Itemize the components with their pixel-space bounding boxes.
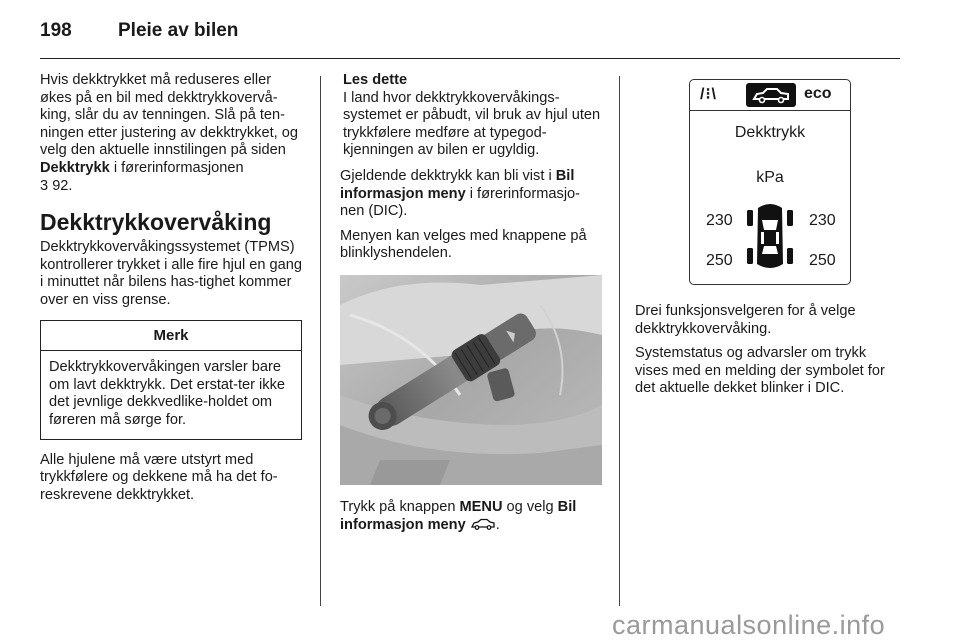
page-title: Pleie av bilen xyxy=(118,20,239,41)
caution-title: Les dette xyxy=(343,72,408,88)
note-title: Merk xyxy=(41,321,301,352)
dic-unit: kPa xyxy=(756,169,784,186)
dic-text-b: i førerinformasjo-nen (DIC). xyxy=(340,185,581,220)
wheels-paragraph: Alle hjulene må være utstyrt med trykkfølere og dekkene må ha det fo-reskrevene dekktrykket. xyxy=(40,451,278,503)
selector-paragraph: Drei funksjonsvelgeren for å velge dekktrykkovervåking. xyxy=(635,303,856,337)
vehicle-icon xyxy=(746,83,796,107)
caution-body: I land hvor dekktrykkovervåkings-systemet er påbudt, vil bruk av hjul uten trykkfølere medføre at typegod-kjenningen av bilen er ugyldig. xyxy=(343,89,601,159)
menu-text-c: . xyxy=(495,516,500,533)
dic-title: Dekktrykk xyxy=(734,124,806,141)
dic-tab-bar xyxy=(690,80,850,111)
menu-paragraph: Menyen kan velges med knappene på blinklyshendelen. xyxy=(340,227,587,262)
dic-tab-trip: /⁝\ xyxy=(700,86,717,103)
column-3 xyxy=(635,72,900,405)
note-box xyxy=(40,320,302,440)
page-number: 198 xyxy=(40,20,72,41)
header-divider xyxy=(40,58,900,59)
watermark: carmanualsonline.info xyxy=(612,610,886,640)
intro-text: Hvis dekktrykket må reduseres eller økes på en bil med dekktrykkovervå-king, slår du av tenningen. Slå på ten-ningen etter justering av dekktrykket, og velg den aktuelle innstilingen på siden xyxy=(40,72,298,159)
dic-tab-eco: eco xyxy=(804,85,832,102)
dic-tab-vehicle xyxy=(746,83,796,107)
dic-text-a: Gjeldende dekktrykk kan bli vist i xyxy=(340,167,556,184)
page-ref-symbol: 3 xyxy=(40,177,49,194)
dic-paragraph xyxy=(340,168,602,221)
intro-paragraph xyxy=(40,72,302,195)
turn-signal-lever-photo xyxy=(340,275,602,485)
front-right-pressure: 230 xyxy=(809,212,836,229)
menu-button-label: MENU xyxy=(459,498,503,515)
caution-block xyxy=(340,72,602,160)
column-divider-2 xyxy=(619,76,620,606)
rear-left-pressure: 250 xyxy=(706,252,733,269)
menu-text-a: Trykk på knappen xyxy=(340,498,460,515)
front-left-pressure: 230 xyxy=(706,212,733,229)
section-heading: Dekktrykkovervåking xyxy=(40,209,272,236)
column-2 xyxy=(340,72,602,541)
intro-tail: i førerinformasjonen xyxy=(109,159,244,176)
intro-bold: Dekktrykk xyxy=(40,159,110,176)
dic-text-bold: Bil informasjon meny xyxy=(340,167,575,202)
menu-text-b: og velg xyxy=(502,498,558,515)
page-ref-link[interactable]: 92. xyxy=(52,177,73,194)
column-1 xyxy=(40,72,302,511)
note-body: Dekktrykkovervåkingen varsler bare om lavt dekktrykk. Det erstat-ter ikke det jevnlige dekkvedlike-holdet om føreren må sørge for. xyxy=(49,359,285,428)
column-divider-1 xyxy=(320,76,321,606)
rear-right-pressure: 250 xyxy=(809,252,836,269)
car-icon xyxy=(470,518,496,530)
vehicle-info-menu-label: Bil informasjon meny xyxy=(340,498,577,533)
car-top-view-icon xyxy=(745,200,795,272)
tpms-paragraph: Dekktrykkovervåkingssystemet (TPMS) kontrollerer trykket i alle fire hjul en gang i minuttet når bilens has-tighet kommer over en viss grense. xyxy=(40,239,303,308)
dic-tire-pressure-display xyxy=(689,79,851,285)
status-paragraph: Systemstatus og advarsler om trykk vises med en melding der symbolet for det aktuelle dekket blinker i DIC. xyxy=(635,345,885,397)
menu-button-paragraph xyxy=(340,499,602,534)
